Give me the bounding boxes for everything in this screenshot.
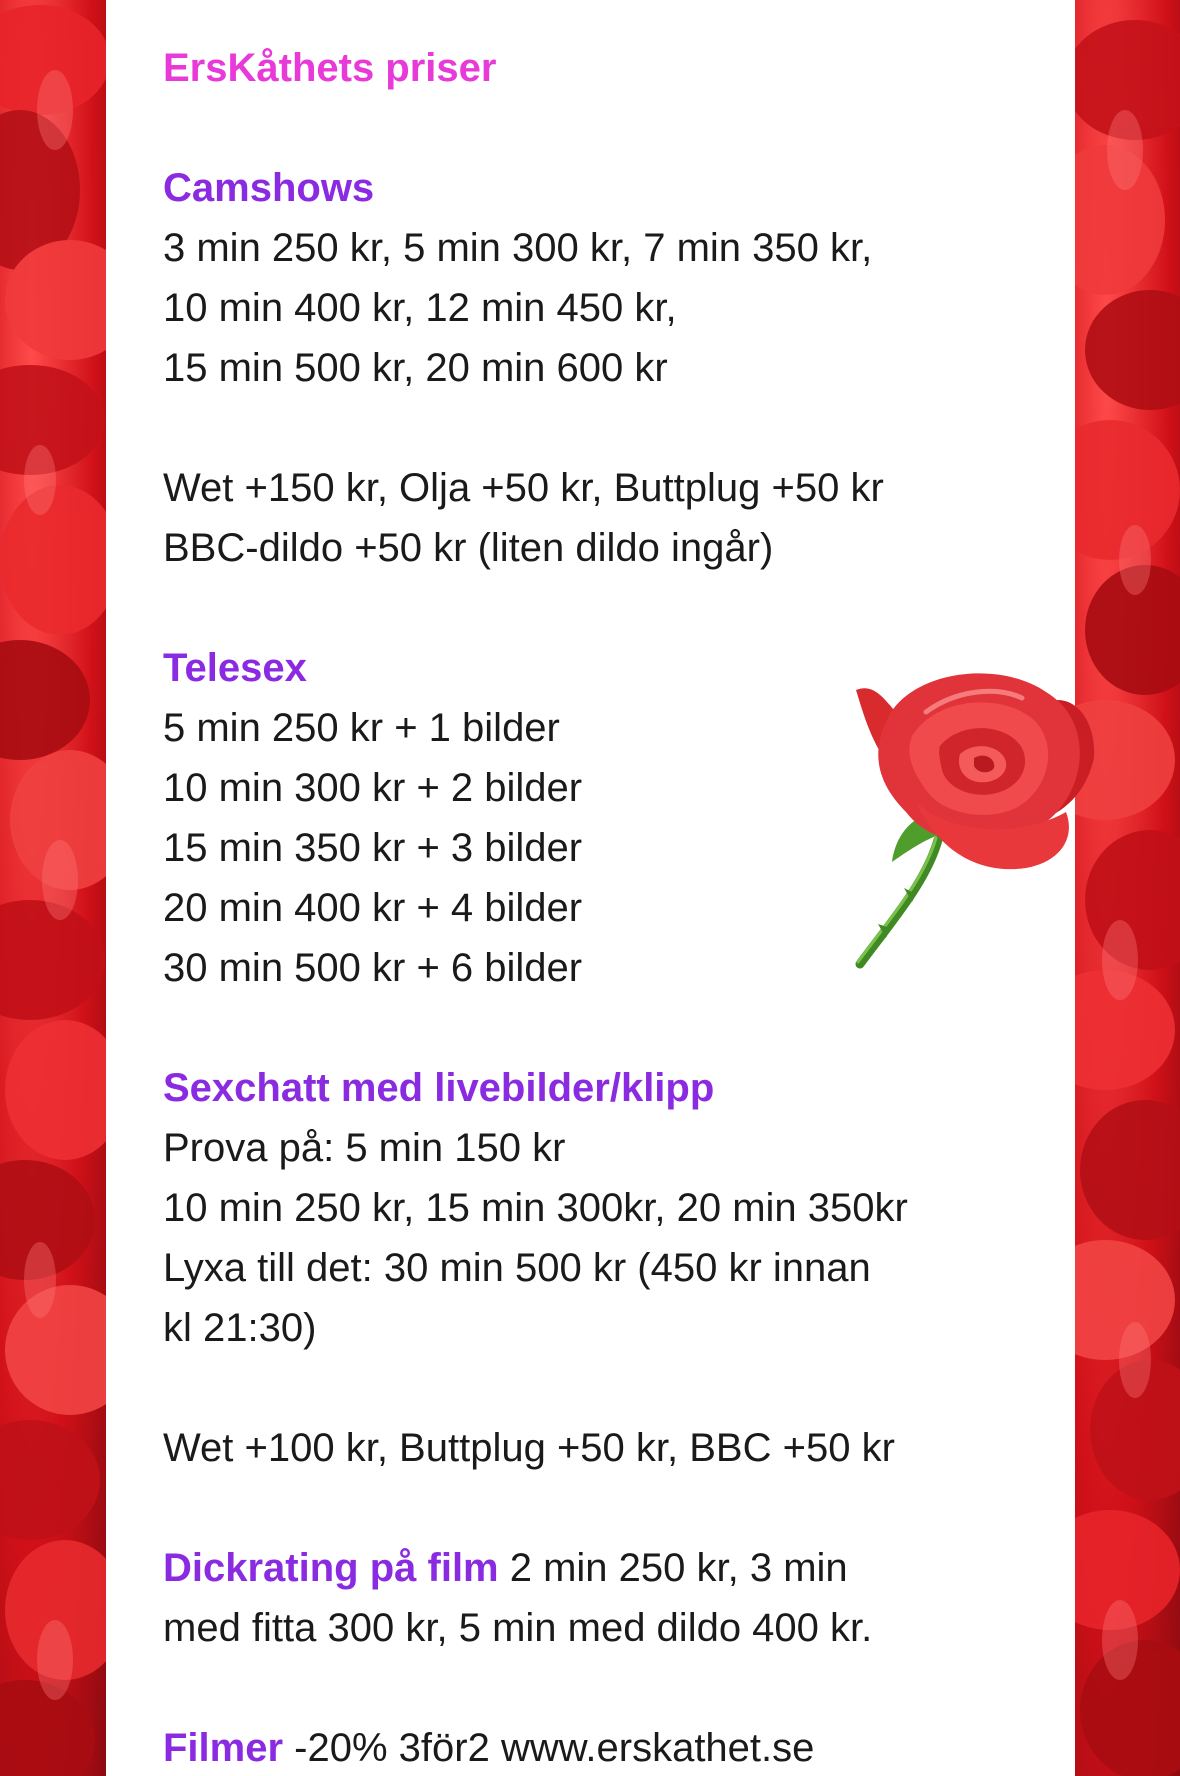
filmer-text: -20% 3för2 www.erskathet.se <box>283 1726 815 1770</box>
filmer-line <box>163 1718 1063 1776</box>
rose-petals-background-left <box>0 0 106 1776</box>
camshows-price-line: 10 min 400 kr, 12 min 450 kr, <box>163 286 677 330</box>
telesex-price-line: 30 min 500 kr + 6 bilder <box>163 946 583 990</box>
camshows-price-line: 15 min 500 kr, 20 min 600 kr <box>163 346 668 390</box>
camshows-extras-line: BBC-dildo +50 kr (liten dildo ingår) <box>163 526 774 570</box>
dickrating-text: 2 min 250 kr, 3 min <box>498 1546 848 1590</box>
filmer-heading: Filmer <box>163 1726 284 1770</box>
dickrating-line-2: med fitta 300 kr, 5 min med dildo 400 kr. <box>163 1606 873 1650</box>
dickrating-line <box>163 1538 1063 1598</box>
telesex-heading: Telesex <box>163 646 307 690</box>
sexchatt-price-line: Lyxa till det: 30 min 500 kr (450 kr innan <box>163 1246 871 1290</box>
dickrating-heading: Dickrating på film <box>163 1546 499 1590</box>
page-title: ErsKåthets priser <box>163 46 497 90</box>
price-list-panel <box>106 0 1075 1776</box>
camshows-extras-line: Wet +150 kr, Olja +50 kr, Buttplug +50 kr <box>163 466 884 510</box>
sexchatt-extras-line: Wet +100 kr, Buttplug +50 kr, BBC +50 kr <box>163 1426 895 1470</box>
telesex-price-line: 5 min 250 kr + 1 bilder <box>163 706 560 750</box>
camshows-heading: Camshows <box>163 166 375 210</box>
sexchatt-price-line: 10 min 250 kr, 15 min 300kr, 20 min 350kr <box>163 1186 908 1230</box>
telesex-price-line: 20 min 400 kr + 4 bilder <box>163 886 583 930</box>
telesex-price-line: 15 min 350 kr + 3 bilder <box>163 826 583 870</box>
sexchatt-price-line: kl 21:30) <box>163 1306 317 1350</box>
sexchatt-heading: Sexchatt med livebilder/klipp <box>163 1066 715 1110</box>
sexchatt-price-line: Prova på: 5 min 150 kr <box>163 1126 566 1170</box>
rose-icon <box>846 662 1108 974</box>
telesex-price-line: 10 min 300 kr + 2 bilder <box>163 766 583 810</box>
camshows-price-line: 3 min 250 kr, 5 min 300 kr, 7 min 350 kr, <box>163 226 873 270</box>
